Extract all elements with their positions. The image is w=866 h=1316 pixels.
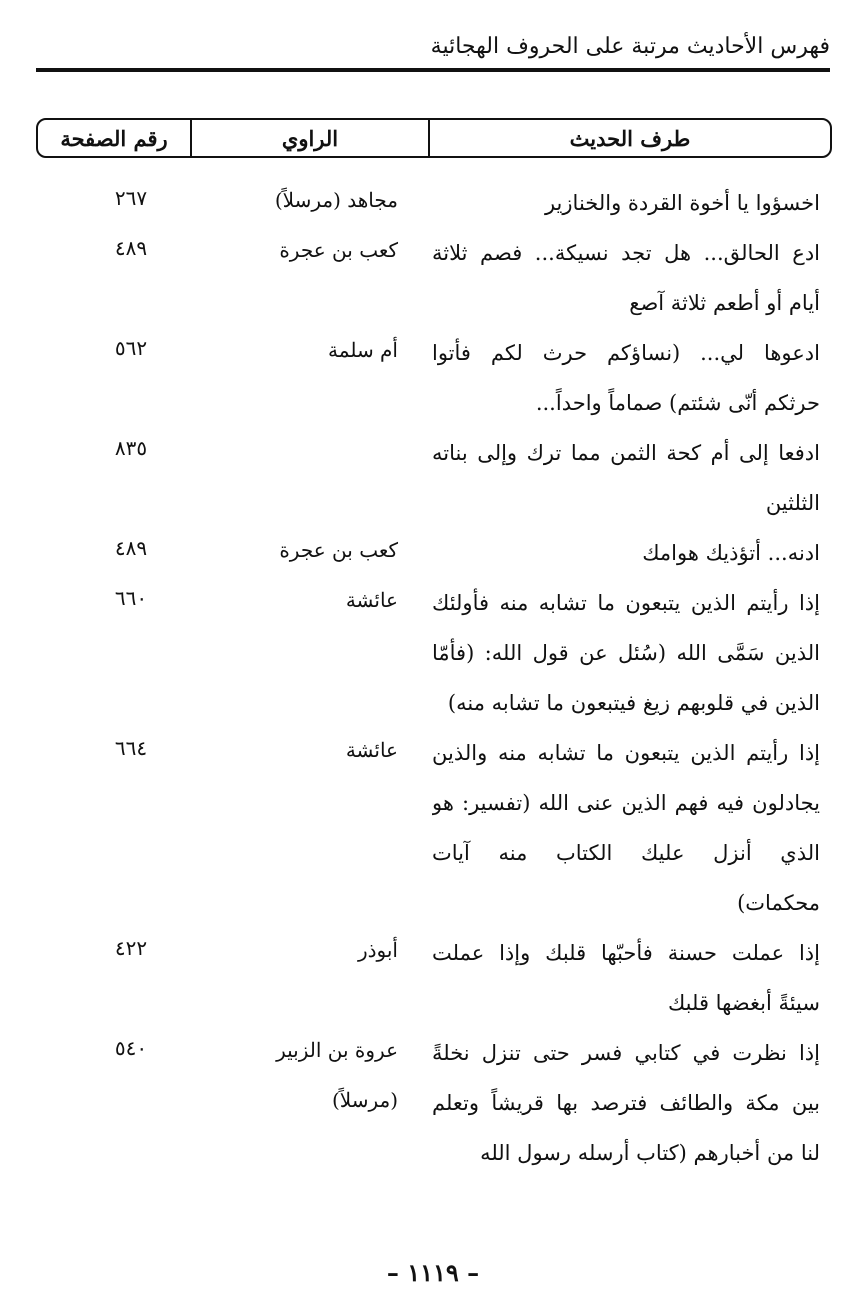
page-header [36, 22, 830, 72]
page-number-cell: ٦٦٤ [114, 736, 148, 760]
rawi-cell [196, 728, 432, 928]
page-number-cell: ٥٦٢ [114, 336, 148, 360]
hadith-text-line: ادنه... أتؤذيك هوامك [642, 541, 820, 565]
hadith-text-line: إذا رأيتم الذين يتبعون ما تشابه منه والذين [432, 741, 820, 765]
table-row [36, 428, 832, 528]
table-row [36, 328, 832, 428]
table-row [36, 528, 832, 578]
rawi-text-line: (مرسلاً) [331, 1088, 398, 1112]
rawi-cell [196, 178, 432, 228]
rawi-text-line [196, 428, 432, 478]
rawi-text-line: أبوذر [357, 938, 398, 962]
column-header-hadith: طرف الحديث [428, 120, 830, 156]
table-row [36, 178, 832, 228]
table-row [36, 928, 832, 1028]
hadith-cell [432, 178, 832, 228]
column-header-rawi: الراوي [190, 120, 428, 156]
page-number-cell: ٦٦٠ [114, 586, 148, 610]
hadith-text-line: إذا رأيتم الذين يتبعون ما تشابه منه فأولئك [432, 591, 820, 615]
rawi-text-line: عروة بن الزبير [276, 1038, 398, 1062]
hadith-cell [432, 578, 832, 728]
hadith-text-line: حرثكم أنّى شئتم) صماماً واحداً... [535, 391, 820, 415]
rawi-text-line: عائشة [345, 588, 398, 612]
page-number-cell: ٤٨٩ [114, 536, 148, 560]
hadith-cell [432, 528, 832, 578]
page-number: – ١١١٩ – [386, 1258, 480, 1287]
page-number-cell: ٤٢٢ [114, 936, 148, 960]
hadith-text-line: سيئةً أبغضها قلبك [667, 991, 820, 1015]
hadith-cell [432, 728, 832, 928]
hadith-cell [432, 428, 832, 528]
rawi-cell [196, 228, 432, 328]
page-number-cell: ٥٤٠ [114, 1036, 148, 1060]
table-row [36, 1028, 832, 1178]
hadith-cell [432, 928, 832, 1028]
hadith-text-line: اخسؤوا يا أخوة القردة والخنازير [544, 191, 820, 215]
rawi-cell [196, 528, 432, 578]
hadith-text-line: أيام أو أطعم ثلاثة آصع [629, 291, 820, 315]
rawi-text-line: أم سلمة [328, 338, 398, 362]
hadith-text-line: يجادلون فيه فهم الذين عنى الله (تفسير: هو [432, 791, 820, 815]
hadith-text-line: محكمات) [737, 891, 820, 915]
rawi-cell [196, 428, 432, 528]
rawi-cell [196, 578, 432, 728]
hadith-text-line: الذين في قلوبهم زيغ فيتبعون ما تشابه منه) [447, 691, 820, 715]
table-row [36, 228, 832, 328]
rawi-text-line: كعب بن عجرة [279, 238, 398, 262]
table-header [36, 118, 832, 158]
rawi-cell [196, 1028, 432, 1178]
rawi-text-line: عائشة [345, 738, 398, 762]
header-rule [36, 68, 830, 72]
hadith-text-line: لنا من أخبارهم (كتاب أرسله رسول الله [480, 1141, 820, 1165]
rawi-text-line: كعب بن عجرة [279, 538, 398, 562]
table-row [36, 728, 832, 928]
page-number-cell: ٢٦٧ [114, 186, 148, 210]
hadith-text-line: إذا نظرت في كتابي فسر حتى تنزل نخلةً [432, 1041, 820, 1065]
rawi-cell [196, 328, 432, 428]
hadith-cell [432, 228, 832, 328]
table-row [36, 578, 832, 728]
hadith-text-line: إذا عملت حسنة فأحبّها قلبك وإذا عملت [432, 941, 820, 965]
page-number-cell: ٨٣٥ [114, 436, 148, 460]
running-title: فهرس الأحاديث مرتبة على الحروف الهجائية [430, 34, 830, 59]
hadith-text-line: الثلثين [765, 491, 820, 515]
hadith-text-line: الذي أنزل عليك الكتاب منه آيات [432, 841, 820, 865]
column-header-page: رقم الصفحة [60, 125, 168, 151]
page-number-cell: ٤٨٩ [114, 236, 148, 260]
hadith-cell [432, 328, 832, 428]
rawi-cell [196, 928, 432, 1028]
hadith-text-line: الذين سَمَّى الله (سُئل عن قول الله: (فأمّا [432, 641, 820, 665]
hadith-text-line: ادفعا إلى أم كحة الثمن مما ترك وإلى بناته [432, 441, 820, 465]
hadith-text-line: ادع الحالق... هل تجد نسيكة... فصم ثلاثة [432, 241, 820, 265]
hadith-index-table [36, 178, 832, 1178]
hadith-text-line: بين مكة والطائف فترصد بها قريشاً وتعلم [432, 1091, 820, 1115]
hadith-cell [432, 1028, 832, 1178]
rawi-text-line: مجاهد (مرسلاً) [274, 188, 398, 212]
hadith-text-line: ادعوها لي... (نساؤكم حرث لكم فأتوا [432, 341, 820, 365]
